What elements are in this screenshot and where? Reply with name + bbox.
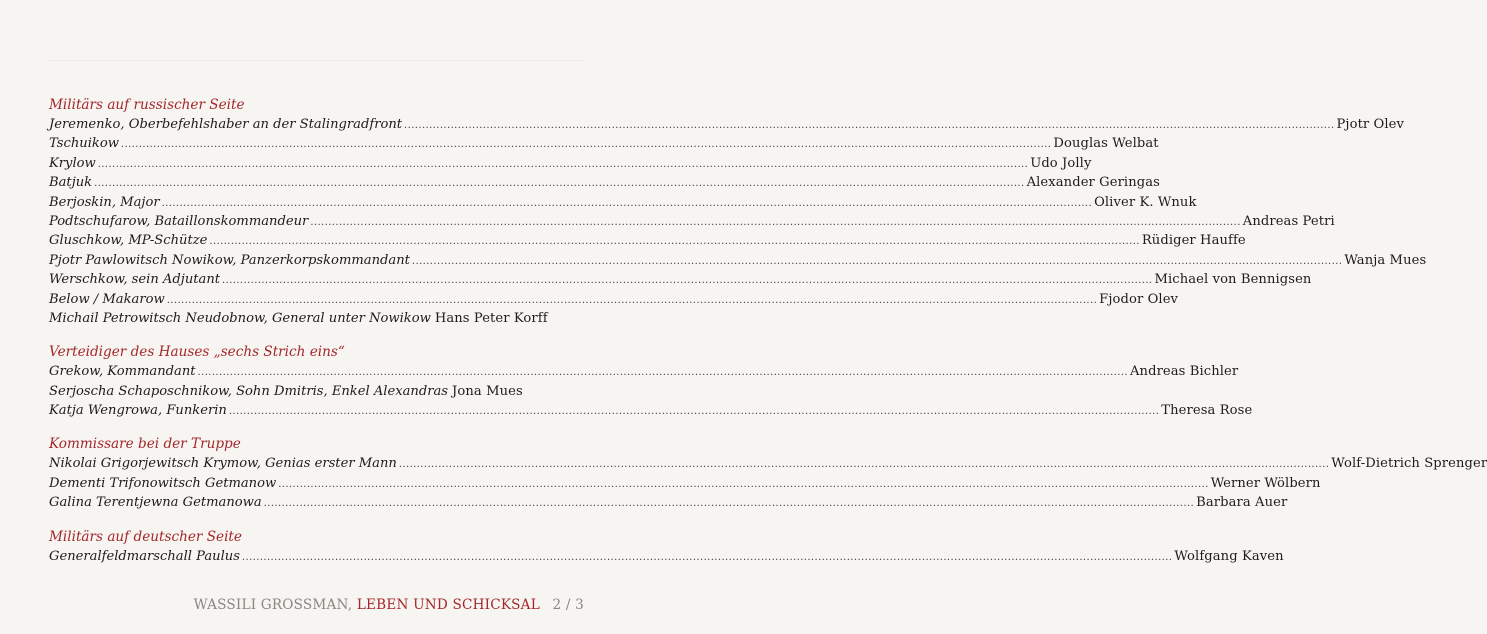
dot-leader: .................................................................................................................................................................................................................................................................... <box>120 139 1052 151</box>
role-name: Nikolai Grigorjewitsch Krymow, Genias erster Mann <box>49 456 397 472</box>
cast-section <box>49 95 1427 328</box>
actor-name: Rüdiger Hauffe <box>1141 233 1246 249</box>
dot-leader: .................................................................................................................................................................................................................................................................... <box>310 216 1241 228</box>
cast-row <box>49 134 1159 153</box>
cast-section <box>49 342 1253 420</box>
cast-section <box>49 527 1284 566</box>
actor-name: Pjotr Olev <box>1336 117 1405 132</box>
cast-row <box>49 401 1253 420</box>
role-name: Tschuikow <box>49 136 119 152</box>
cast-row <box>49 251 1427 270</box>
cast-row <box>49 382 561 401</box>
role-name: Gluschkow, MP-Schütze <box>49 233 208 249</box>
dot-leader: .................................................................................................................................................................................................................................................................... <box>161 197 1093 209</box>
role-name: Dementi Trifonowitsch Getmanow <box>49 475 277 491</box>
actor-name: Andreas Petri <box>1242 213 1335 229</box>
cast-row <box>49 454 1487 473</box>
role-name: Krylow <box>49 155 96 171</box>
actor-name: Michael von Bennigsen <box>1154 272 1312 288</box>
actor-name: Wanja Mues <box>1344 252 1427 268</box>
role-name: Below / Makarow <box>49 291 165 307</box>
cast-row <box>49 270 1312 289</box>
dot-leader: .................................................................................................................................................................................................................................................................... <box>278 478 1209 490</box>
actor-name: Barbara Auer <box>1196 495 1288 511</box>
cast-row <box>49 154 1092 173</box>
dot-leader: .................................................................................................................................................................................................................................................................... <box>222 275 1153 287</box>
cast-row <box>49 474 1321 493</box>
actor-name: Wolf-Dietrich Sprenger <box>1331 456 1487 472</box>
role-name: Grekow, Kommandant <box>49 364 196 380</box>
dot-leader: .................................................................................................................................................................................................................................................................... <box>197 367 1128 379</box>
cast-list <box>49 95 1487 580</box>
cast-section <box>49 434 1487 512</box>
role-name: Katja Wengrowa, Funkerin <box>49 403 227 419</box>
role-name: Werschkow, sein Adjutant <box>49 272 221 288</box>
cast-row <box>49 493 1288 512</box>
role-name: Michail Petrowitsch Neudobnow, General unter Nowikow <box>49 310 431 326</box>
cast-row <box>49 309 561 328</box>
actor-name: Alexander Geringas <box>1026 175 1160 191</box>
dot-leader: .................................................................................................................................................................................................................................................................... <box>398 459 1330 471</box>
role-name: Pjotr Pawlowitsch Nowikow, Panzerkorpskommandant <box>49 252 410 268</box>
role-name: Batjuk <box>49 175 93 191</box>
role-name: Generalfeldmarschall Paulus <box>49 548 240 564</box>
actor-name: Theresa Rose <box>1161 403 1253 419</box>
actor-name: Wolfgang Kaven <box>1174 548 1284 564</box>
actor-name: Fjodor Olev <box>1099 291 1179 307</box>
dot-leader: .................................................................................................................................................................................................................................................................... <box>94 178 1025 190</box>
section-title: Militärs auf russischer Seite <box>49 97 245 113</box>
role-name: Berjoskin, Major <box>49 194 160 210</box>
role-name: Serjoscha Schaposchnikow, Sohn Dmitris, Enkel Alexandras <box>49 383 449 399</box>
section-title: Verteidiger des Hauses „sechs Strich eins“ <box>49 344 345 361</box>
dot-leader: .................................................................................................................................................................................................................................................................... <box>263 498 1195 510</box>
cast-row <box>49 231 1246 250</box>
cast-row <box>49 362 1239 381</box>
section-title: Militärs auf deutscher Seite <box>49 528 242 545</box>
section-title: Kommissare bei der Truppe <box>49 436 241 453</box>
dot-leader: .................................................................................................................................................................................................................................................................... <box>97 158 1029 170</box>
cast-row <box>49 115 1405 134</box>
cast-row <box>49 547 1284 566</box>
actor-name: Andreas Bichler <box>1130 364 1239 380</box>
actor-name: Werner Wölbern <box>1210 475 1321 491</box>
dot-leader: .................................................................................................................................................................................................................................................................... <box>228 406 1160 418</box>
page-number: 2 / 3 <box>552 597 584 613</box>
dot-leader: .................................................................................................................................................................................................................................................................... <box>411 255 1343 267</box>
actor-name: Jona Mues <box>452 383 523 399</box>
dot-leader: .................................................................................................................................................................................................................................................................... <box>404 120 1335 131</box>
actor-name: Douglas Welbat <box>1053 136 1159 152</box>
role-name: Jeremenko, Oberbefehlshaber an der Stalingradfront <box>49 117 403 132</box>
cast-row <box>49 173 1160 192</box>
cast-row <box>49 212 1335 231</box>
cast-row <box>49 290 1179 309</box>
dot-leader: .................................................................................................................................................................................................................................................................... <box>209 236 1140 248</box>
faded-background-print <box>45 10 585 61</box>
footer-author: WASSILI GROSSMAN, <box>193 597 353 613</box>
actor-name: Oliver K. Wnuk <box>1094 194 1197 210</box>
cast-row <box>49 193 1197 212</box>
footer-work-title: LEBEN UND SCHICKSAL <box>356 597 540 613</box>
dot-leader: .................................................................................................................................................................................................................................................................... <box>166 294 1098 306</box>
page-footer <box>194 597 584 613</box>
actor-name: Udo Jolly <box>1030 155 1092 171</box>
role-name: Podtschufarow, Bataillonskommandeur <box>49 213 309 229</box>
actor-name: Hans Peter Korff <box>434 310 548 326</box>
role-name: Galina Terentjewna Getmanowa <box>49 495 262 511</box>
dot-leader: .................................................................................................................................................................................................................................................................... <box>241 551 1173 563</box>
